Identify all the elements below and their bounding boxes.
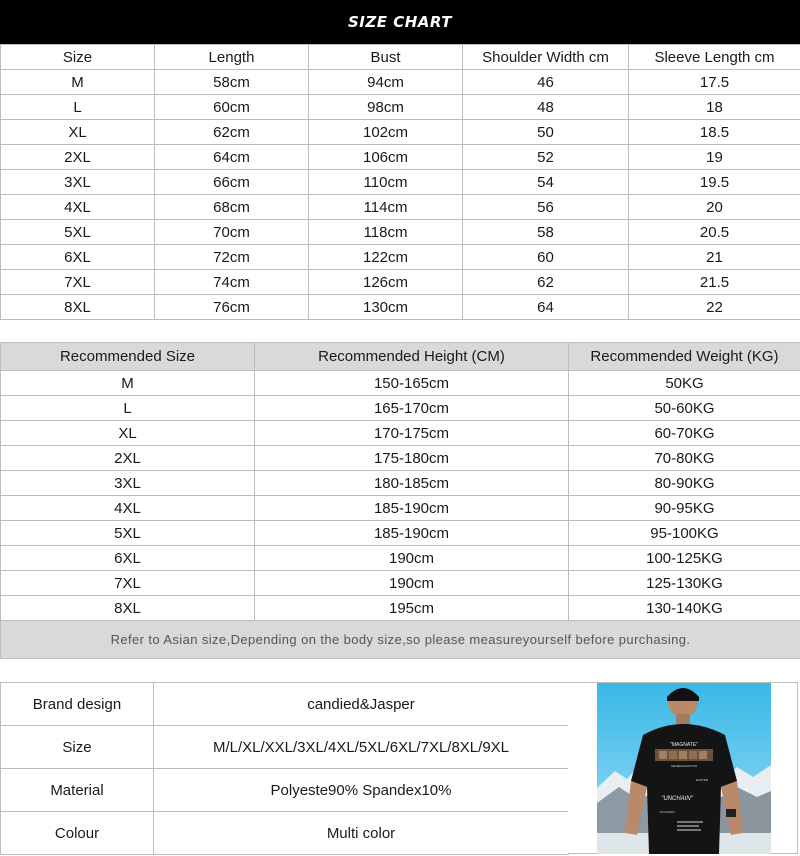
product-photo-frame	[568, 682, 798, 854]
size-chart-cell: 98cm	[309, 95, 463, 120]
product-info-row	[1, 812, 569, 855]
size-chart-cell: 21.5	[629, 270, 800, 295]
recommended-cell: 50KG	[569, 371, 800, 396]
product-info-label: Brand design	[1, 683, 154, 726]
size-chart-title-bar	[0, 0, 800, 44]
size-chart-cell: 118cm	[309, 220, 463, 245]
recommended-cell: 5XL	[1, 521, 255, 546]
size-chart-row	[1, 195, 800, 220]
size-chart-cell: 106cm	[309, 145, 463, 170]
size-chart-cell: L	[1, 95, 155, 120]
size-chart-cell: 60	[463, 245, 629, 270]
size-chart-cell: 7XL	[1, 270, 155, 295]
recommended-cell: 90-95KG	[569, 496, 800, 521]
recommended-header-cell: Recommended Height (CM)	[255, 343, 569, 371]
size-chart-cell: 19.5	[629, 170, 800, 195]
size-chart-cell: 62	[463, 270, 629, 295]
size-chart-row	[1, 295, 800, 320]
size-chart-cell: 46	[463, 70, 629, 95]
size-chart-cell: 21	[629, 245, 800, 270]
size-chart-row	[1, 270, 800, 295]
recommended-header-row	[1, 343, 800, 371]
size-chart-cell: 8XL	[1, 295, 155, 320]
size-chart-row	[1, 95, 800, 120]
size-chart-cell: 68cm	[155, 195, 309, 220]
size-chart-cell: 122cm	[309, 245, 463, 270]
recommended-cell: 150-165cm	[255, 371, 569, 396]
size-chart-cell: 3XL	[1, 170, 155, 195]
size-chart-cell: 48	[463, 95, 629, 120]
size-chart-cell: 102cm	[309, 120, 463, 145]
print-text-unchain: "UNCHAIN"	[661, 796, 693, 802]
product-info-value: candied&Jasper	[154, 683, 569, 726]
recommended-cell: 6XL	[1, 546, 255, 571]
size-note-text: Refer to Asian size,Depending on the body size,so please measureyourself before purchasing.	[1, 621, 800, 659]
product-photo	[597, 683, 771, 854]
size-chart-cell: 54	[463, 170, 629, 195]
recommended-cell: 3XL	[1, 471, 255, 496]
size-chart-row	[1, 245, 800, 270]
size-chart-cell: 4XL	[1, 195, 155, 220]
size-chart-cell: 94cm	[309, 70, 463, 95]
size-chart-header-cell: Shoulder Width cm	[463, 45, 629, 70]
recommended-cell: 185-190cm	[255, 521, 569, 546]
product-info-row	[1, 769, 569, 812]
recommended-row	[1, 371, 800, 396]
product-info-label: Size	[1, 726, 154, 769]
recommended-row	[1, 496, 800, 521]
size-chart-row	[1, 120, 800, 145]
size-chart-cell: 126cm	[309, 270, 463, 295]
size-chart-cell: 20.5	[629, 220, 800, 245]
size-chart-cell: 62cm	[155, 120, 309, 145]
recommended-row	[1, 471, 800, 496]
size-chart-cell: 76cm	[155, 295, 309, 320]
size-chart-cell: 50	[463, 120, 629, 145]
size-chart-header-cell: Bust	[309, 45, 463, 70]
size-chart-cell: 114cm	[309, 195, 463, 220]
size-chart-cell: 22	[629, 295, 800, 320]
recommended-row	[1, 596, 800, 621]
size-chart-cell: 110cm	[309, 170, 463, 195]
product-info-label: Material	[1, 769, 154, 812]
product-info-row	[1, 683, 569, 726]
recommended-cell: 180-185cm	[255, 471, 569, 496]
size-chart-cell: 130cm	[309, 295, 463, 320]
recommended-row	[1, 421, 800, 446]
product-info-row	[1, 726, 569, 769]
recommended-row	[1, 571, 800, 596]
print-text-easter: EASTER	[695, 778, 709, 782]
print-text-magnate: "MAGNATE"	[670, 742, 698, 748]
size-chart-cell: 58	[463, 220, 629, 245]
size-chart-cell: 18	[629, 95, 800, 120]
recommended-cell: 190cm	[255, 546, 569, 571]
recommended-cell: 195cm	[255, 596, 569, 621]
recommended-cell: 190cm	[255, 571, 569, 596]
recommended-cell: 125-130KG	[569, 571, 800, 596]
size-chart-cell: 17.5	[629, 70, 800, 95]
recommended-cell: 100-125KG	[569, 546, 800, 571]
size-chart-cell: 58cm	[155, 70, 309, 95]
print-text-success: "SUCCESS"	[658, 810, 676, 814]
product-info-table	[0, 682, 569, 855]
print-text-generalization: GENERALIZATION	[671, 764, 697, 768]
recommended-cell: 8XL	[1, 596, 255, 621]
size-chart-table	[0, 44, 800, 320]
size-chart-cell: XL	[1, 120, 155, 145]
size-chart-cell: 60cm	[155, 95, 309, 120]
product-info-value: M/L/XL/XXL/3XL/4XL/5XL/6XL/7XL/8XL/9XL	[154, 726, 569, 769]
recommended-row	[1, 546, 800, 571]
recommended-row	[1, 396, 800, 421]
size-chart-header-cell: Sleeve Length cm	[629, 45, 800, 70]
size-chart-cell: 52	[463, 145, 629, 170]
size-chart-row	[1, 220, 800, 245]
size-chart-cell: 18.5	[629, 120, 800, 145]
recommended-cell: 165-170cm	[255, 396, 569, 421]
size-chart-cell: 72cm	[155, 245, 309, 270]
recommended-cell: 7XL	[1, 571, 255, 596]
recommended-cell: 80-90KG	[569, 471, 800, 496]
recommended-row	[1, 446, 800, 471]
recommended-cell: 50-60KG	[569, 396, 800, 421]
size-chart-cell: 64	[463, 295, 629, 320]
recommended-cell: 2XL	[1, 446, 255, 471]
size-chart-cell: 74cm	[155, 270, 309, 295]
product-info-value: Polyeste90% Spandex10%	[154, 769, 569, 812]
size-chart-cell: 56	[463, 195, 629, 220]
size-chart-cell: 70cm	[155, 220, 309, 245]
size-chart-cell: M	[1, 70, 155, 95]
recommended-header-cell: Recommended Weight (KG)	[569, 343, 800, 371]
recommended-cell: 4XL	[1, 496, 255, 521]
recommended-row	[1, 521, 800, 546]
size-chart-row	[1, 170, 800, 195]
recommended-cell: 130-140KG	[569, 596, 800, 621]
size-chart-header-cell: Length	[155, 45, 309, 70]
recommended-cell: 185-190cm	[255, 496, 569, 521]
size-chart-title: SIZE CHART	[347, 13, 452, 31]
size-chart-cell: 2XL	[1, 145, 155, 170]
size-chart-cell: 5XL	[1, 220, 155, 245]
recommended-size-table	[0, 342, 800, 659]
size-chart-cell: 19	[629, 145, 800, 170]
recommended-cell: 175-180cm	[255, 446, 569, 471]
size-chart-row	[1, 145, 800, 170]
product-info-label: Colour	[1, 812, 154, 855]
size-chart-cell: 64cm	[155, 145, 309, 170]
size-chart-header-cell: Size	[1, 45, 155, 70]
size-chart-header-row	[1, 45, 800, 70]
size-chart-cell: 6XL	[1, 245, 155, 270]
size-chart-cell: 66cm	[155, 170, 309, 195]
recommended-cell: 60-70KG	[569, 421, 800, 446]
size-chart-row	[1, 70, 800, 95]
recommended-cell: 70-80KG	[569, 446, 800, 471]
recommended-header-cell: Recommended Size	[1, 343, 255, 371]
size-chart-cell: 20	[629, 195, 800, 220]
recommended-cell: 95-100KG	[569, 521, 800, 546]
size-note-row	[1, 621, 800, 659]
recommended-cell: M	[1, 371, 255, 396]
recommended-cell: 170-175cm	[255, 421, 569, 446]
recommended-cell: XL	[1, 421, 255, 446]
product-info-value: Multi color	[154, 812, 569, 855]
recommended-cell: L	[1, 396, 255, 421]
